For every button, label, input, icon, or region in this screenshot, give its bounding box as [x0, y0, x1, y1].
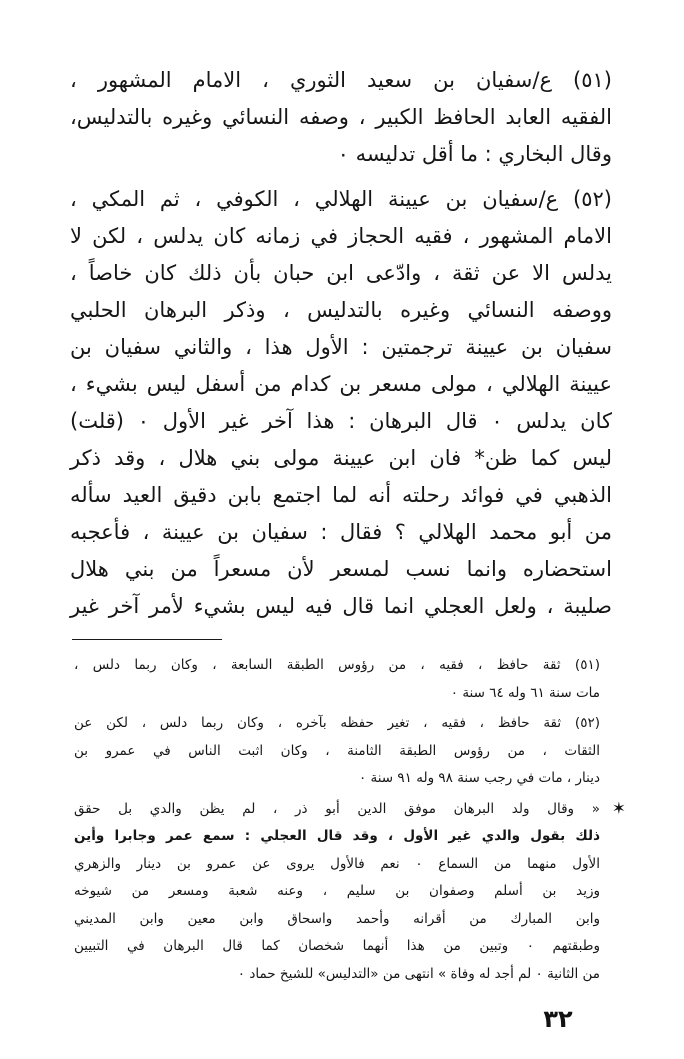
text-line: ليس كما ظن* فان ابن عيينة مولى بني هلال ، وقد ذكر [70, 446, 612, 470]
text-line: وقال البخاري : ما أقل تدليسه ٠ [337, 142, 612, 166]
text-line: كان يدلس ٠ قال البرهان : هذا آخر غير الأول ٠ (قلت) [70, 409, 612, 433]
footnote-separator [72, 639, 222, 640]
footnote-line: دينار ، مات في رجب سنة ٩٨ وله ٩١ سنة ٠ [358, 770, 600, 786]
footnote-52 [74, 710, 600, 793]
page-number: ٣٢ [543, 1005, 573, 1033]
text-line: استحضاره وانما نسب لمسعر لأن مسعراً من بني هلال [70, 557, 612, 581]
asterisk-star-icon: ✶ [611, 798, 626, 819]
text-line: (٥٢) ع/سفيان بن عيينة الهلالي ، الكوفي ، ثم المكي ، [70, 187, 612, 211]
footnote-line: وزيد بن أسلم وصفوان بن سليم ، وعنه شعبة ومسعر من شيوخه [74, 883, 600, 899]
footnote-line: وابن المبارك من أقرانه وأحمد واسحاق وابن معين وابن المديني [74, 910, 600, 927]
text-line: الامام المشهور ، فقيه الحجاز في زمانه كان يدلس ، لكن لا [70, 224, 612, 248]
footnotes [74, 652, 626, 988]
text-line: صليبة ، ولعل العجلي انما قال فيه ليس بشيء لأمر آخر غير [70, 594, 612, 618]
footnote-star [74, 796, 626, 989]
main-text [70, 62, 612, 625]
footnote-line: (٥١) ثقة حافظ ، فقيه ، من رؤوس الطبقة السابعة ، وكان ربما دلس ، [74, 657, 600, 673]
footnote-line: وطبقتهم ٠ وتبين من هذا أنهما شخصان كما قال البرهان في التبيين [74, 938, 600, 954]
footnote-line: الثقات ، من رؤوس الطبقة الثامنة ، وكان اثبت الناس في عمرو بن [74, 742, 600, 759]
footnote-line: ذلك بقول والدي غير الأول ، وقد قال العجلي : سمع عمر وجابرا وأين [74, 828, 600, 844]
text-line: من أبو محمد الهلالي ؟ فقال : سفيان بن عيينة ، فأعجبه [70, 520, 612, 544]
footnote-51 [74, 652, 600, 707]
text-line: سفيان بن عيينة ترجمتين : الأول هذا ، والثاني سفيان بن [70, 335, 612, 359]
text-line: الذهبي في فوائد رحلته أنه لما اجتمع بابن دقيق العيد سأله [70, 483, 612, 507]
text-line: (٥١) ع/سفيان بن سعيد الثوري ، الامام المشهور ، [70, 68, 612, 92]
entry-51 [70, 62, 612, 173]
text-line: يدلس الا عن ثقة ، وادّعى ابن حبان بأن ذلك كان خاصاً ، [70, 261, 612, 285]
footnote-line: الأول منهما من السماع ٠ نعم فالأول يروى عن عمرو بن دينار والزهري [74, 855, 601, 872]
text-line: الفقيه العابد الحافظ الكبير ، وصفه النسائي وغيره بالتدليس، [70, 105, 612, 129]
footnote-line: (٥٢) ثقة حافظ ، فقيه ، تغير حفظه بآخره ، وكان ربما دلس ، لكن عن [74, 715, 600, 731]
footnote-line: « وقال ولد البرهان موفق الدين أبو ذر ، لم يظن والدي بل حقق [74, 800, 600, 817]
text-line: ووصفه النسائي وغيره بالتدليس ، وذكر البرهان الحلبي [70, 298, 612, 322]
entry-52 [70, 181, 612, 625]
footnote-line: مات سنة ٦١ وله ٦٤ سنة ٠ [450, 684, 600, 701]
footnote-line: من الثانية ٠ لم أجد له وفاة » انتهى من «التدليس» للشيخ حماد ٠ [237, 965, 600, 982]
text-line: عيينة الهلالي ، مولى مسعر بن كدام من أسفل ليس بشيء ، [70, 372, 612, 396]
